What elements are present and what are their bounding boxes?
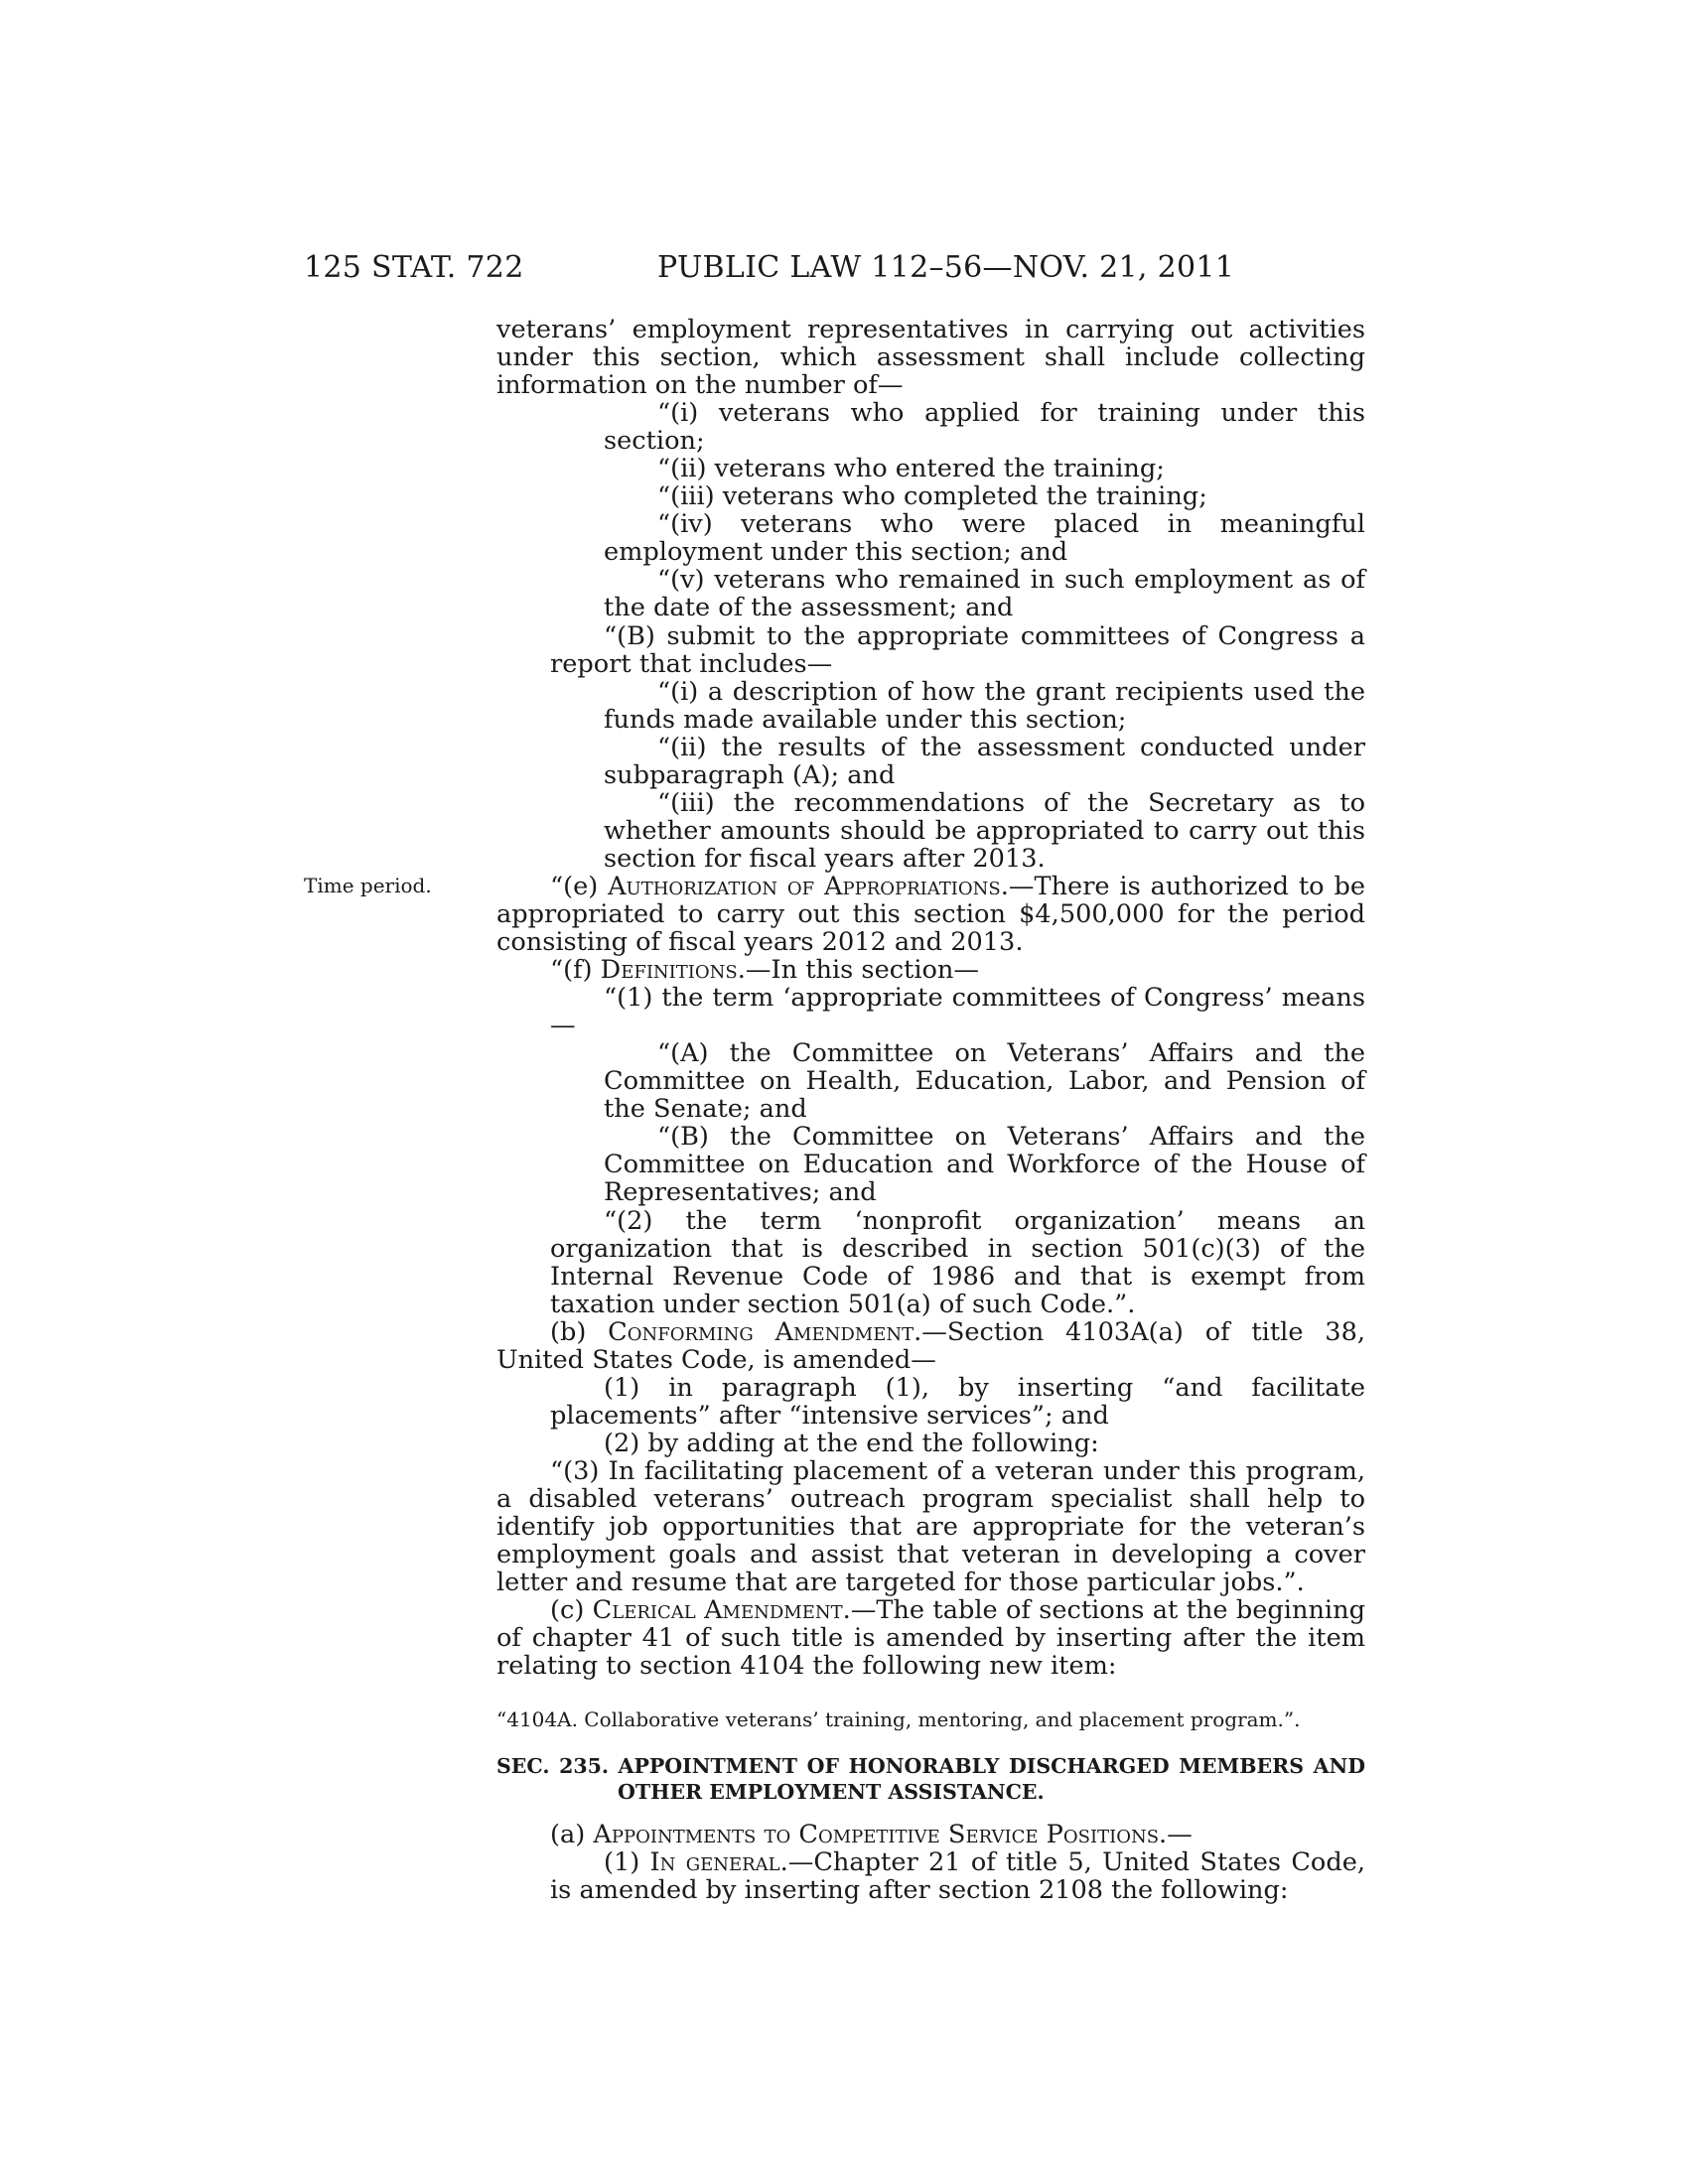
- paragraph-1: [496, 1848, 1365, 1904]
- subsection-heading: Appointments to Competitive Service Positions.: [593, 1820, 1168, 1850]
- subsection-heading: Authorization of Appropriations.: [608, 871, 1009, 901]
- subsection-a: [496, 1821, 1365, 1848]
- text-line: “(i) a description of how the grant recipients used the funds made available under this section;: [604, 676, 1365, 735]
- text-line: “(B) the Committee on Veterans’ Affairs and the Committee on Education and Workforce of the House of Representatives; and: [604, 1122, 1365, 1208]
- paragraph-heading: In general.: [649, 1847, 788, 1878]
- subsection-label: (c): [550, 1595, 593, 1626]
- subsection-text: —Section 4103A(a) of title 38, United States Code, is amended—: [496, 1316, 1365, 1375]
- text-line: “(v) veterans who remained in such employment as of the date of the assessment; and: [604, 565, 1365, 623]
- margin-note: Time period.: [304, 874, 432, 897]
- paragraph-label: (1): [604, 1847, 650, 1878]
- section-heading: SEC. 235. APPOINTMENT OF HONORABLY DISCHARGED MEMBERS AND OTHER EMPLOYMENT ASSISTANCE.: [496, 1754, 1365, 1805]
- text-line: (1) in paragraph (1), by inserting “and facilitate placements” after “intensive services”; and: [550, 1372, 1365, 1431]
- text-line: “(i) veterans who applied for training under this section;: [604, 398, 1365, 457]
- text-line: “(iv) veterans who were placed in meaningful employment under this section; and: [604, 509, 1365, 568]
- document-body: [496, 316, 1365, 1904]
- subsection-e: [496, 873, 1365, 956]
- subsection-heading: Clerical Amendment.: [592, 1595, 851, 1626]
- table-of-sections-item: “4104A. Collaborative veterans’ training, mentoring, and placement program.”.: [496, 1707, 1301, 1732]
- paragraph-text: —Chapter 21 of title 5, United States Code, is amended by inserting after section 2108 the following:: [550, 1847, 1366, 1906]
- text-line: “(ii) veterans who entered the training;: [657, 454, 1165, 484]
- subsection-label: (b): [550, 1316, 609, 1347]
- text-line: “(iii) veterans who completed the training;: [657, 481, 1207, 512]
- subsection-text: —: [1167, 1820, 1193, 1850]
- subsection-label: “(e): [550, 871, 609, 901]
- subsection-b: [496, 1318, 1365, 1374]
- subsection-text: —There is authorized to be appropriated to carry out this section $4,500,000 for the period consisting of fiscal years 2012 and 2013.: [496, 871, 1365, 958]
- subsection-text: —In this section—: [745, 955, 980, 986]
- text-line: “(ii) the results of the assessment conducted under subparagraph (A); and: [604, 732, 1365, 790]
- text-line: “(1) the term ‘appropriate committees of Congress’ means—: [550, 983, 1365, 1041]
- subsection-text: —The table of sections at the beginning of chapter 41 of such title is amended by inserting after the item relating to section 4104 the following new item:: [496, 1595, 1365, 1682]
- subsection-label: “(f): [550, 955, 601, 986]
- subsection-label: (a): [550, 1820, 594, 1850]
- text-line: “(3) In facilitating placement of a veteran under this program, a disabled veterans’ outreach program specialist shall help to identify job opportunities that are appropriate for the veteran’s employment goals and assist that veteran in developing a cover letter and resume that are targeted for those particular jobs.”.: [496, 1455, 1365, 1598]
- subsection-heading: Conforming Amendment.: [608, 1316, 922, 1347]
- public-law-title: PUBLIC LAW 112–56—NOV. 21, 2011: [657, 250, 1235, 285]
- text-line: veterans’ employment representatives in carrying out activities under this section, which assessment shall include collecting information on the number of—: [496, 315, 1365, 401]
- subsection-c: [496, 1596, 1365, 1680]
- subsection-f: [496, 956, 1365, 984]
- text-line: “(A) the Committee on Veterans’ Affairs and the Committee on Health, Education, Labor, and Pension of the Senate; and: [604, 1038, 1365, 1125]
- text-line: (2) by adding at the end the following:: [604, 1428, 1099, 1458]
- page-header: [304, 250, 1365, 290]
- statute-citation: 125 STAT. 722: [304, 250, 524, 285]
- text-line: “(2) the term ‘nonprofit organization’ means an organization that is described in section 501(c)(3) of the Internal Revenue Code of 1986 and that is exempt from taxation under section 501(a) of such Code.”.: [550, 1205, 1365, 1319]
- text-line: “(iii) the recommendations of the Secretary as to whether amounts should be appropriated to carry out this section for fiscal years after 2013.: [604, 787, 1365, 874]
- text-line: “(B) submit to the appropriate committees of Congress a report that includes—: [550, 620, 1365, 679]
- subsection-heading: Definitions.: [600, 955, 746, 986]
